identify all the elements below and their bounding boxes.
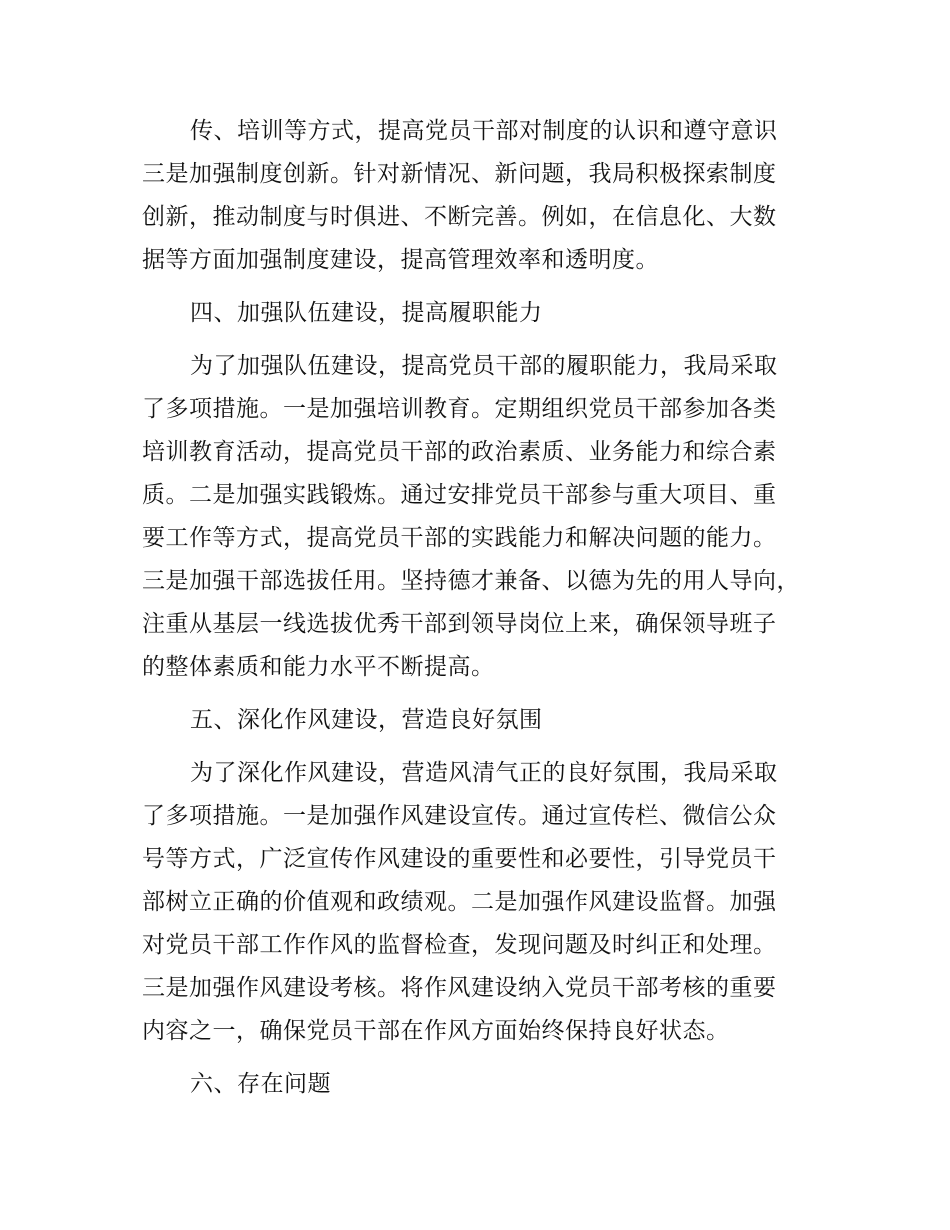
paragraph-line: 三是加强干部选拔任用。坚持德才兼备、以德为先的用人导向， — [142, 568, 800, 594]
paragraph-line: 注重从基层一线选拔优秀干部到领导岗位上来，确保领导班子 — [142, 611, 777, 637]
paragraph-line: 培训教育活动，提高党员干部的政治素质、业务能力和综合素 — [142, 439, 777, 465]
paragraph-line: 为了深化作风建设，营造风清气正的良好氛围，我局采取 — [190, 760, 778, 786]
paragraph-gap — [142, 282, 832, 292]
paragraph-line: 要工作等方式，提高党员干部的实践能力和解决问题的能力。 — [142, 525, 777, 551]
paragraph-line: 传、培训等方式，提高党员干部对制度的认识和遵守意识 — [190, 118, 778, 144]
paragraph-gap — [142, 1053, 832, 1063]
paragraph-line: 部树立正确的价值观和政绩观。二是加强作风建设监督。加强 — [142, 889, 777, 915]
paragraph-line: 据等方面加强制度建设，提高管理效率和透明度。 — [142, 247, 659, 273]
paragraph-line: 三是加强制度创新。针对新情况、新问题，我局积极探索制度 — [142, 161, 777, 187]
paragraph-line: 的整体素质和能力水平不断提高。 — [142, 654, 495, 680]
section-heading-5: 五、深化作风建设，营造良好氛围 — [190, 707, 543, 733]
paragraph-line: 了多项措施。一是加强作风建设宣传。通过宣传栏、微信公众 — [142, 803, 777, 829]
paragraph-line: 创新，推动制度与时俱进、不断完善。例如，在信息化、大数 — [142, 204, 777, 230]
document-body — [142, 110, 832, 1106]
paragraph-line: 号等方式，广泛宣传作风建设的重要性和必要性，引导党员干 — [142, 846, 777, 872]
paragraph-line: 对党员干部工作作风的监督检查，发现问题及时纠正和处理。 — [142, 932, 777, 958]
paragraph-line: 质。二是加强实践锻炼。通过安排党员干部参与重大项目、重 — [142, 482, 777, 508]
paragraph-gap — [142, 335, 832, 345]
paragraph-line: 内容之一，确保党员干部在作风方面始终保持良好状态。 — [142, 1018, 730, 1044]
paragraph-gap — [142, 689, 832, 699]
paragraph-line: 为了加强队伍建设，提高党员干部的履职能力，我局采取 — [190, 353, 778, 379]
paragraph-line: 三是加强作风建设考核。将作风建设纳入党员干部考核的重要 — [142, 975, 777, 1001]
paragraph-line: 了多项措施。一是加强培训教育。定期组织党员干部参加各类 — [142, 396, 777, 422]
section-heading-4: 四、加强队伍建设，提高履职能力 — [190, 300, 543, 326]
paragraph-gap — [142, 742, 832, 752]
section-heading-6: 六、存在问题 — [190, 1071, 331, 1097]
